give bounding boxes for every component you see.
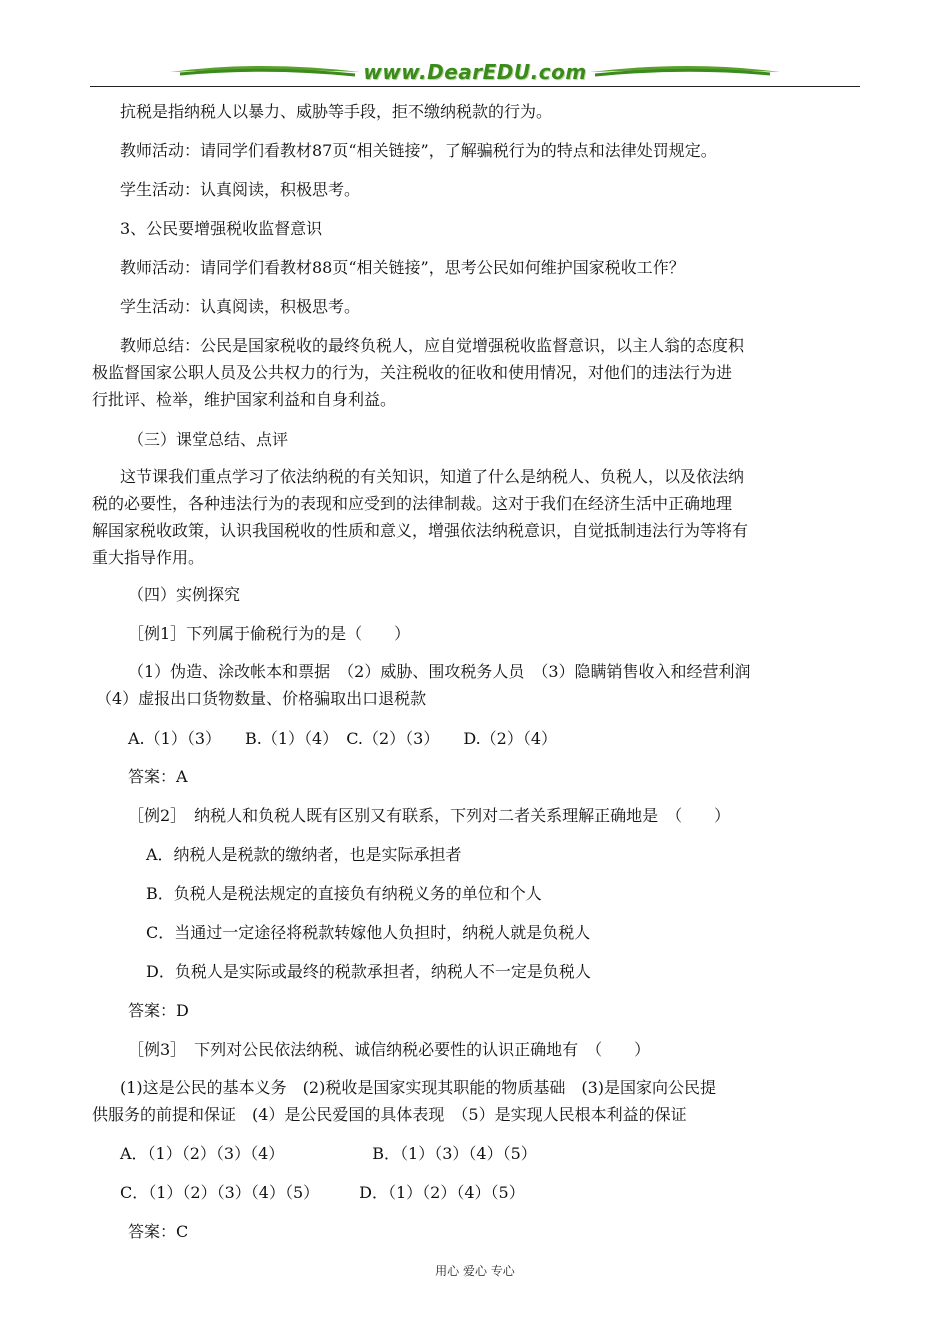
paragraph-line: 解国家税收政策，认识我国税收的性质和意义，增强依法纳税意识，自觉抵制违法行为等将有 — [92, 521, 749, 540]
paragraph-line: 这节课我们重点学习了依法纳税的有关知识，知道了什么是纳税人、负税人，以及依法纳 — [120, 467, 745, 486]
answer-text: 答案：C — [128, 1222, 189, 1241]
question-option: D．负税人是实际或最终的税款承担者，纳税人不一定是负税人 — [146, 962, 591, 981]
question-options: A.（1）（3） B.（1）（4） C.（2）（3） D.（2）（4） — [128, 729, 558, 748]
question-item: (1)这是公民的基本义务 (2)税收是国家实现其职能的物质基础 (3)是国家向公民提 — [120, 1078, 716, 1097]
paragraph-line: 行批评、检举，维护国家利益和自身利益。 — [92, 390, 397, 409]
question-option: B．负税人是税法规定的直接负有纳税义务的单位和个人 — [146, 884, 542, 903]
logo-text[interactable]: www.DearEDU.com — [363, 60, 587, 84]
answer-text: 答案：A — [128, 767, 188, 786]
question-stem: ［例1］下列属于偷税行为的是（ ） — [128, 624, 411, 643]
question-item: （4）虚报出口货物数量、价格骗取出口退税款 — [96, 689, 427, 708]
question-option: A．纳税人是税款的缴纳者，也是实际承担者 — [146, 845, 462, 864]
question-option: C．当通过一定途径将税款转嫁他人负担时，纳税人就是负税人 — [146, 923, 591, 942]
site-logo — [170, 58, 780, 86]
question-stem: ［例2］ 纳税人和负税人既有区别又有联系，下列对二者关系理解正确地是 （ ） — [128, 806, 731, 825]
section-heading: （三）课堂总结、点评 — [128, 430, 289, 449]
paragraph-line: 税的必要性，各种违法行为的表现和应受到的法律制裁。这对于我们在经济生活中正确地理 — [92, 494, 733, 513]
paragraph-line: 抗税是指纳税人以暴力、威胁等手段，拒不缴纳税款的行为。 — [120, 102, 553, 121]
question-options: C．（1）（2）（3）（4）（5） D．（1）（2）（4）（5） — [120, 1183, 525, 1202]
question-options: A．（1）（2）（3）（4） B．（1）（3）（4）（5） — [120, 1144, 537, 1163]
header-divider — [90, 86, 860, 87]
page-header — [90, 58, 860, 90]
paragraph-line: 教师活动：请同学们看教材87页“相关链接”，了解骗税行为的特点和法律处罚规定。 — [120, 141, 717, 160]
page-footer: 用心 爱心 专心 — [435, 1264, 515, 1278]
paragraph-line: 学生活动：认真阅读，积极思考。 — [120, 180, 361, 199]
paragraph-line: 学生活动：认真阅读，积极思考。 — [120, 297, 361, 316]
paragraph-line: 教师总结：公民是国家税收的最终负税人，应自觉增强税收监督意识，以主人翁的态度积 — [120, 336, 745, 355]
question-stem: ［例3］ 下列对公民依法纳税、诚信纳税必要性的认识正确地有 （ ） — [128, 1040, 651, 1059]
question-item: 供服务的前提和保证 (4）是公民爱国的具体表现 （5）是实现人民根本利益的保证 — [92, 1105, 687, 1124]
answer-text: 答案：D — [128, 1001, 189, 1020]
section-heading: 3、公民要增强税收监督意识 — [120, 219, 323, 238]
paragraph-line: 重大指导作用。 — [92, 548, 205, 567]
paragraph-line: 极监督国家公职人员及公共权力的行为，关注税收的征收和使用情况，对他们的违法行为进 — [92, 363, 733, 382]
question-item: （1）伪造、涂改帐本和票据 （2）威胁、围攻税务人员 （3）隐瞒销售收入和经营利润 — [128, 662, 751, 681]
paragraph-line: 教师活动：请同学们看教材88页“相关链接”，思考公民如何维护国家税收工作？ — [120, 258, 685, 277]
section-heading: （四）实例探究 — [128, 585, 241, 604]
